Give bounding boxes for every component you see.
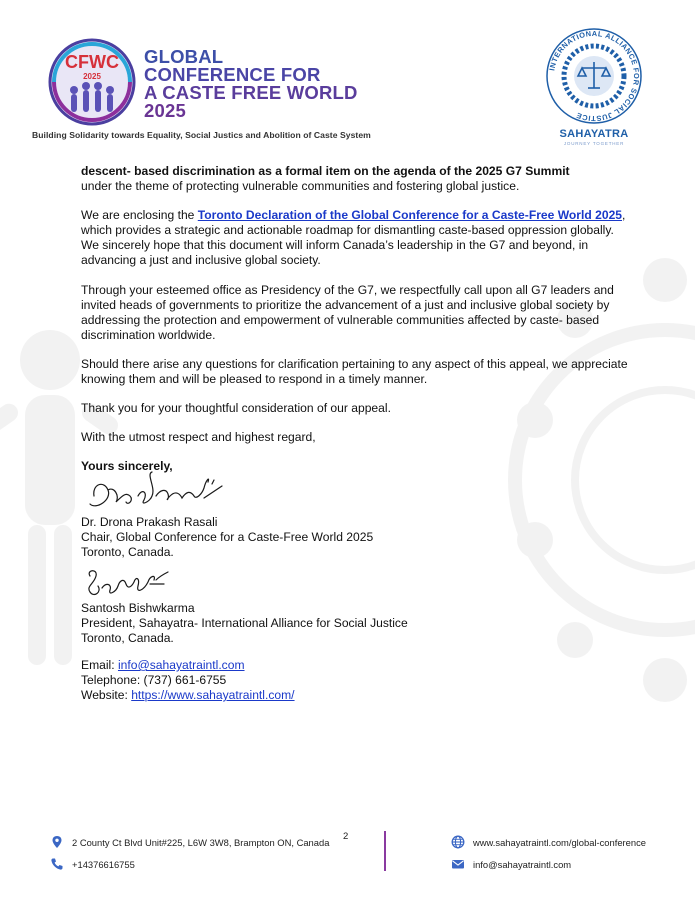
paragraph-6: With the utmost respect and highest regard, xyxy=(81,430,316,445)
signatory-2-location: Toronto, Canada. xyxy=(81,631,174,645)
tagline: Building Solidarity towards Equality, Social Justics and Abolition of Caste System xyxy=(32,130,371,140)
paragraph-3: Through your esteemed office as Presidency of the G7, we respectfully call upon all G7 leaders and invited heads of governments to prioritize the advancement of a just and inclusive global society by addressing the protection and empowerment of vulnerable communities affected by caste- based discrimination worldwide. xyxy=(81,282,614,342)
contact-block xyxy=(81,658,481,703)
website-label: Website: xyxy=(81,688,132,702)
footer-web-text[interactable]: www.sahayatraintl.com/global-conference xyxy=(473,836,647,848)
email-label: Email: xyxy=(81,658,118,672)
footer-email-text[interactable]: info@sahayatraintl.com xyxy=(473,858,572,870)
cfwc-logo-year: 2025 xyxy=(83,72,101,81)
conference-title-line4: 2025 xyxy=(144,100,186,121)
signatory-2-name: Santosh Bishwkarma xyxy=(81,601,195,615)
footer-phone-text: +14376616755 xyxy=(72,858,135,870)
paragraph-1-bold: descent- based discrimination as a formal item on the agenda of the 2025 G7 Summit xyxy=(81,164,570,178)
paragraph-2-text: , which provides a strategic and actionable roadmap for dismantling caste-based oppression globally. We sincerely hope that this document will inform Canada’s leadership in the G7 and beyond, in advancing a just and inclusive global society. xyxy=(81,208,626,268)
signature-santosh xyxy=(84,566,174,602)
footer-email xyxy=(451,857,571,871)
page-number: 2 xyxy=(343,831,349,842)
paragraph-4: Should there arise any questions for clarification pertaining to any aspect of this appeal, we appreciate knowing them and will be pleased to respond in a timely manner. xyxy=(81,356,628,387)
partner-subtitle: JOURNEY TOGETHER xyxy=(563,141,625,146)
closing: Yours sincerely, xyxy=(81,459,173,474)
partner-ring-text: INTERNATIONAL ALLIANCE FOR SOCIAL JUSTICE xyxy=(547,28,642,124)
phone-label: Telephone: xyxy=(81,673,144,687)
contact-email-line xyxy=(81,658,481,673)
paragraph-1 xyxy=(81,164,631,194)
paragraph-1-text: under the theme of protecting vulnerable communities and fostering global justice. xyxy=(81,179,520,194)
conference-title xyxy=(144,48,364,120)
phone-value: (737) 661-6755 xyxy=(143,673,227,687)
signatory-1-role: Chair, Global Conference for a Caste-Free World 2025 xyxy=(81,530,374,544)
cfwc-logo xyxy=(48,38,136,126)
paragraph-2 xyxy=(81,208,631,268)
mail-icon xyxy=(451,857,465,871)
footer-web xyxy=(451,835,646,849)
website-link[interactable]: https://www.sahayatraintl.com/ xyxy=(131,688,295,702)
conference-title-line3: A CASTE FREE WORLD xyxy=(144,82,358,103)
footer-address-text: 2 County Ct Blvd Unit#225, L6W 3W8, Brampton ON, Canada xyxy=(72,836,330,848)
partner-name: SAHAYATRA xyxy=(559,128,629,140)
email-link[interactable]: info@sahayatraintl.com xyxy=(117,658,245,672)
cfwc-logo-text: CFWC xyxy=(65,52,119,72)
conference-title-line2: CONFERENCE FOR xyxy=(144,64,321,85)
footer-right xyxy=(0,820,695,900)
globe-icon xyxy=(451,835,465,849)
paragraph-5: Thank you for your thoughtful consideration of our appeal. xyxy=(81,401,391,416)
letter-body xyxy=(81,164,631,488)
contact-website-line xyxy=(81,688,481,703)
toronto-declaration-link[interactable]: Toronto Declaration of the Global Conference for a Caste-Free World 2025 xyxy=(197,208,623,223)
signatory-1-name: Dr. Drona Prakash Rasali xyxy=(81,515,218,529)
sahayatra-logo xyxy=(544,26,644,126)
letterhead xyxy=(0,0,695,150)
signatory-2 xyxy=(81,601,481,646)
paragraph-2-prefix: We are enclosing the xyxy=(81,208,198,223)
conference-title-line1: GLOBAL xyxy=(144,46,224,67)
signatory-1 xyxy=(81,515,481,560)
signatory-2-role: President, Sahayatra- International Alliance for Social Justice xyxy=(81,616,408,630)
signatory-1-location: Toronto, Canada. xyxy=(81,545,174,559)
signature-drona-rasali xyxy=(86,466,236,516)
contact-phone-line xyxy=(81,673,481,688)
